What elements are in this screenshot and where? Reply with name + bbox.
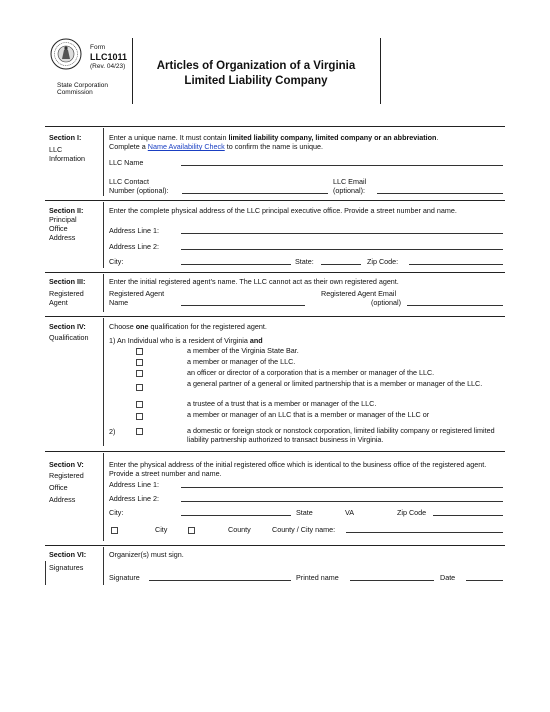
- section-4-label: Section IV:: [49, 322, 86, 331]
- section-1-subtitle-2: Information: [49, 154, 85, 163]
- option-1-bold: and: [249, 336, 263, 345]
- instruction-end: qualification for the registered agent.: [148, 322, 267, 331]
- option-1-text: 1) An Individual who is a resident of Virginia: [109, 336, 250, 345]
- zip-label: Zip Code: [397, 508, 427, 517]
- qualification-checkbox-trustee[interactable]: [136, 401, 143, 408]
- address-line-2-field[interactable]: [181, 249, 503, 250]
- zip-field[interactable]: [433, 515, 503, 516]
- city-field[interactable]: [181, 264, 291, 265]
- agency-name-line2: Commission: [57, 89, 93, 96]
- date-field[interactable]: [466, 580, 503, 581]
- qualification-checkbox-member[interactable]: [136, 359, 143, 366]
- city-option-checkbox[interactable]: [111, 527, 118, 534]
- llc-email-field[interactable]: [377, 193, 503, 194]
- section-3-subtitle-2: Agent: [49, 298, 68, 307]
- zip-label: Zip Code:: [367, 257, 399, 266]
- section-5-subtitle-3: Address: [49, 495, 76, 504]
- header: [45, 38, 505, 104]
- llc-email-label: LLC Email: [333, 177, 367, 186]
- signature-label: Signature: [109, 573, 140, 582]
- instruction-text: Complete a: [109, 142, 148, 151]
- form-title-line2: Limited Liability Company: [184, 75, 328, 87]
- llc-email-label-2: (optional):: [333, 186, 365, 195]
- section-2-subtitle: Principal: [49, 215, 77, 224]
- county-city-name-label: County / City name:: [272, 525, 336, 534]
- section-6-label: Section VI:: [49, 550, 87, 559]
- option-1-heading: [109, 336, 263, 345]
- qualification-item: a trustee of a trust that is a member or manager of the LLC.: [187, 399, 377, 408]
- option-2-number: 2): [109, 427, 116, 436]
- section-1-instruction-2: [109, 142, 323, 151]
- instruction-text: Enter a unique name. It must contain: [109, 133, 229, 142]
- date-label: Date: [440, 573, 456, 582]
- name-availability-link[interactable]: Name Availability Check: [147, 142, 225, 151]
- city-field[interactable]: [181, 515, 291, 516]
- qualification-item: an officer or director of a corporation that is a member or manager of the LLC.: [187, 368, 435, 377]
- section-5-label: Section V:: [49, 460, 84, 469]
- city-option-label: City: [155, 525, 168, 534]
- address-line-2-label: Address Line 2:: [109, 242, 159, 251]
- instruction-end: to confirm the name is unique.: [224, 142, 324, 151]
- qualification-item: a member or manager of an LLC that is a member or manager of the LLC or: [187, 410, 430, 419]
- section-1-left-rule: [103, 128, 104, 196]
- section-3-instruction: Enter the initial registered agent’s name. The LLC cannot act as their own registered agent.: [109, 277, 399, 286]
- instruction-text: Choose: [109, 322, 136, 331]
- llc-name-label: LLC Name: [109, 158, 144, 167]
- section-3: [45, 274, 505, 314]
- section-1-subtitle: LLC: [49, 145, 63, 154]
- signature-field[interactable]: [149, 580, 291, 581]
- agency-name-line1: State Corporation: [57, 82, 108, 89]
- state-label: State:: [295, 257, 314, 266]
- instruction-bold: limited liability company, limited company or an abbreviation: [228, 133, 437, 142]
- form-label: Form: [90, 44, 106, 51]
- section-5-subtitle-2: Office: [49, 483, 68, 492]
- address-line-1-field[interactable]: [181, 233, 503, 234]
- state-field[interactable]: [321, 264, 361, 265]
- section-1: [45, 128, 505, 200]
- section-2-subtitle-2: Office: [49, 224, 68, 233]
- section-2-left-rule: [103, 202, 104, 268]
- city-label: City:: [109, 508, 124, 517]
- section-1-instruction: [109, 133, 438, 142]
- form-revision: (Rev. 04/23): [90, 63, 126, 70]
- section-divider: [45, 200, 505, 201]
- instruction-bold: one: [135, 322, 149, 331]
- agent-email-label: Registered Agent Email: [321, 289, 397, 298]
- section-divider: [45, 316, 505, 317]
- section-6-subtitle: Signatures: [49, 563, 84, 572]
- qualification-item: a member or manager of the LLC.: [187, 357, 296, 366]
- section-4-instruction: [109, 322, 267, 331]
- llc-name-field[interactable]: [181, 165, 503, 166]
- address-line-1-field[interactable]: [181, 487, 503, 488]
- form-title-line1: Articles of Organization of a Virginia: [156, 60, 356, 72]
- address-line-2-field[interactable]: [181, 501, 503, 502]
- agent-email-field[interactable]: [407, 305, 503, 306]
- section-divider: [45, 126, 505, 127]
- section-4-subtitle: Qualification: [49, 333, 89, 342]
- qualification-item: a general partner of a general or limited partnership that is a member or manager of the LLC.: [187, 379, 483, 388]
- form-number: LLC1011: [90, 52, 128, 62]
- section-2-instruction: Enter the complete physical address of the LLC principal executive office. Provide a street number and name.: [109, 206, 457, 215]
- llc-contact-label-2: Number (optional):: [109, 186, 169, 195]
- section-5-instruction: Enter the physical address of the initial registered office which is identical to the business office of the registered agent. Provide a street number and name.: [109, 460, 487, 478]
- agent-name-label: Registered Agent: [109, 289, 165, 298]
- section-4: [45, 318, 505, 450]
- agent-email-label-2: (optional): [371, 298, 401, 307]
- qualification-checkbox-officer[interactable]: [136, 370, 143, 377]
- city-label: City:: [109, 257, 124, 266]
- section-6-left-rule: [45, 561, 46, 585]
- section-5-subtitle: Registered: [49, 471, 84, 480]
- county-option-checkbox[interactable]: [188, 527, 195, 534]
- state-label: State: [296, 508, 313, 517]
- county-option-label: County: [228, 525, 251, 534]
- address-line-1-label: Address Line 1:: [109, 226, 159, 235]
- section-divider: [45, 272, 505, 273]
- section-divider: [45, 545, 505, 546]
- county-city-name-field[interactable]: [346, 532, 503, 533]
- qualification-checkbox-bar[interactable]: [136, 348, 143, 355]
- section-4-left-rule: [103, 318, 104, 446]
- zip-field[interactable]: [409, 264, 503, 265]
- printed-name-field[interactable]: [350, 580, 434, 581]
- section-5-left-rule: [103, 453, 104, 541]
- section-1-label: Section I:: [49, 133, 82, 142]
- section-2-label: Section II:: [49, 206, 84, 215]
- header-divider-right: [380, 38, 381, 104]
- state-seal-icon: [50, 38, 82, 70]
- agent-name-label-2: Name: [109, 298, 129, 307]
- llc-contact-field[interactable]: [182, 193, 328, 194]
- address-line-2-label: Address Line 2:: [109, 494, 159, 503]
- section-5: [45, 453, 505, 543]
- agent-name-field[interactable]: [181, 305, 305, 306]
- qualification-item: a domestic or foreign stock or nonstock corporation, limited liability company or registered limited liability partnership authorized to transact business in Virginia.: [187, 426, 495, 444]
- state-value: VA: [345, 508, 355, 517]
- section-6-right-rule: [103, 547, 104, 585]
- section-divider: [45, 451, 505, 452]
- section-6-instruction: Organizer(s) must sign.: [109, 550, 184, 559]
- section-6: [45, 547, 505, 587]
- section-2: [45, 202, 505, 270]
- section-3-left-rule: [103, 274, 104, 312]
- section-2-subtitle-3: Address: [49, 233, 76, 242]
- address-line-1-label: Address Line 1:: [109, 480, 159, 489]
- section-3-label: Section III:: [49, 277, 86, 286]
- section-3-subtitle: Registered: [49, 289, 84, 298]
- instruction-end: .: [436, 133, 439, 142]
- qualification-item: a member of the Virginia State Bar.: [187, 346, 299, 355]
- qualification-checkbox-llc-member[interactable]: [136, 413, 143, 420]
- qualification-checkbox-entity[interactable]: [136, 428, 143, 435]
- printed-name-label: Printed name: [296, 573, 339, 582]
- qualification-checkbox-partner[interactable]: [136, 384, 143, 391]
- llc-contact-label: LLC Contact: [109, 177, 149, 186]
